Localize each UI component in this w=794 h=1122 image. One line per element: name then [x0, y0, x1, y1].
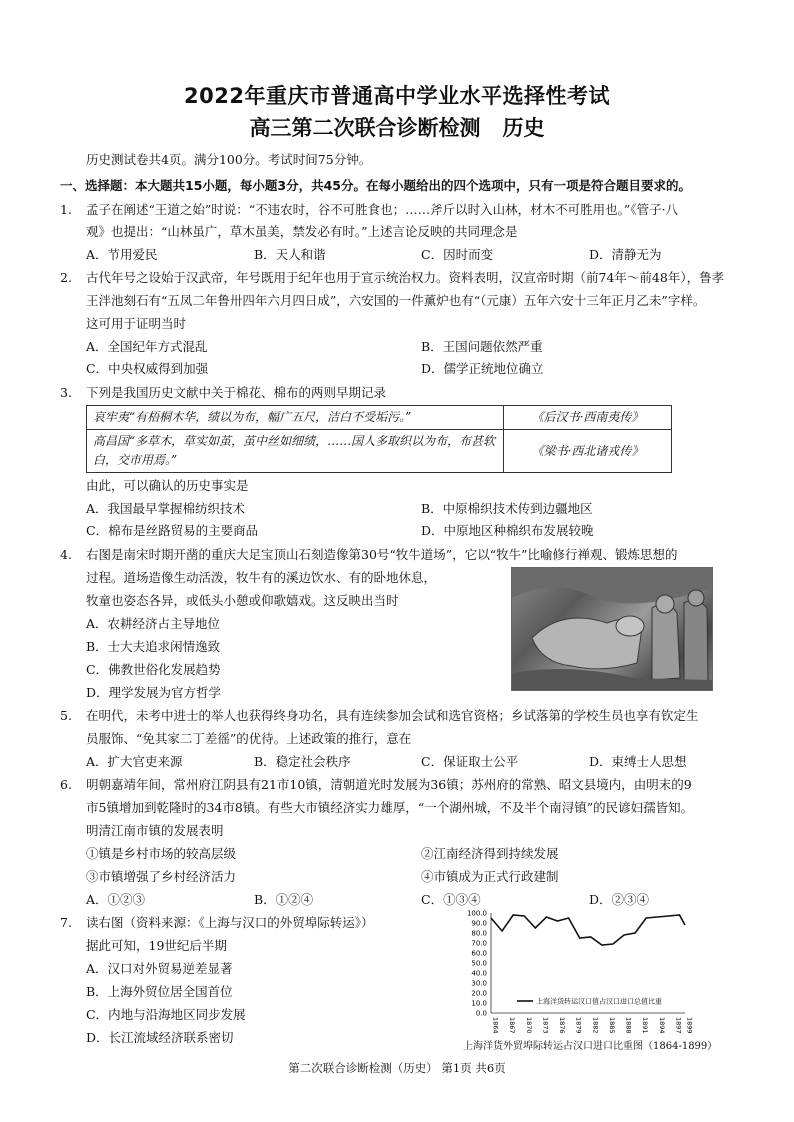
section-heading: 一、选择题：本大题共15小题，每小题3分，共45分。在每小题给出的四个选项中，只有一项是符合题目要求的。	[60, 178, 691, 193]
q6-line-1: 明朝嘉靖年间，常州府江阴县有21市10镇，清朝道光时发展为36镇；苏州府的常熟、昭文县境内，由明末的9	[86, 777, 692, 792]
record-text: 高昌国“多草木，草实如茧，茧中丝如细绩，……国人多取织以为布，布甚软白，交市用焉。”	[87, 430, 504, 473]
q5-option-d[interactable]: D．束缚士人思想	[589, 754, 687, 769]
q6-item-4: ④市镇成为正式行政建制	[421, 869, 559, 884]
x-tick-label: 1870	[524, 1017, 533, 1034]
x-tick-label: 1882	[591, 1017, 600, 1034]
q6-option-c[interactable]: C．①③④	[421, 892, 481, 907]
q6-number: 6.	[60, 777, 72, 792]
exam-subtitle: 高三第二次联合诊断检测 历史	[249, 116, 545, 140]
q2-line-2: 王泮池刻石有“五凤二年鲁卅四年六月四日成”，六安国的一件薰炉也有“（元康）五年六安十三年正月乙未”字样。	[86, 293, 706, 308]
q6-item-1: ①镇是乡村市场的较高层级	[86, 846, 237, 861]
x-tick-label: 1864	[491, 1017, 500, 1034]
q1-option-b[interactable]: B．天人和谐	[254, 247, 326, 262]
q7-line-1: 读右图（资料来源：《上海与汉口的外贸埠际转运》）	[86, 915, 374, 930]
q5-line-1: 在明代，未考中进士的举人也获得终身功名，具有连续参加会试和选官资格；乡试落第的学校生员也享有钦定生	[86, 708, 699, 723]
q7-option-a[interactable]: A．汉口对外贸易逆差显著	[86, 961, 233, 976]
q6-line-3: 明清江南市镇的发展表明	[86, 823, 224, 838]
table-row	[87, 430, 672, 473]
x-tick-label: 1894	[657, 1017, 666, 1034]
q2-option-a[interactable]: A．全国纪年方式混乱	[86, 339, 208, 354]
rock-carving-photo	[511, 567, 713, 691]
import-ratio-chart	[455, 905, 725, 1055]
q1-option-a[interactable]: A．节用爱民	[86, 247, 158, 262]
x-tick-label: 1879	[574, 1017, 583, 1034]
q7-line-2: 据此可知，19世纪后半期	[86, 938, 227, 953]
q6-line-2: 市5镇增加到乾隆时的34市8镇。有些大市镇经济实力雄厚，“一个湖州城，不及半个南浔镇”的民谚妇孺皆知。	[86, 800, 694, 815]
y-tick-label: 50.0	[471, 959, 487, 968]
q2-line-3: 这可用于证明当时	[86, 316, 187, 331]
y-tick-label: 20.0	[471, 989, 487, 998]
y-tick-label: 40.0	[471, 969, 487, 978]
q3-option-c[interactable]: C．棉布是丝路贸易的主要商品	[86, 523, 259, 538]
q6-option-d[interactable]: D．②③④	[589, 892, 650, 907]
q3-line-2: 由此，可以确认的历史事实是	[86, 478, 249, 493]
y-tick-label: 30.0	[471, 979, 487, 988]
y-axis	[467, 910, 487, 1018]
q7-option-c[interactable]: C．内地与沿海地区同步发展	[86, 1007, 246, 1022]
intro-text: 历史测试卷共4页。满分100分。考试时间75分钟。	[86, 152, 372, 167]
q5-option-a[interactable]: A．扩大官吏来源	[86, 754, 183, 769]
q1-line-2: 观》也提出：“山林虽广，草木虽美，禁发必有时。”上述言论反映的共同理念是	[86, 224, 518, 239]
legend-label: 上海洋货转运汉口值占汉口进口总值比重	[536, 997, 662, 1006]
q3-records-table	[86, 405, 672, 473]
record-source: 《后汉书·西南夷传》	[504, 406, 672, 430]
q6-option-b[interactable]: B．①②④	[254, 892, 314, 907]
q5-option-c[interactable]: C．保证取士公平	[421, 754, 519, 769]
q3-number: 3.	[60, 385, 72, 400]
q5-number: 5.	[60, 708, 72, 723]
q2-line-1: 古代年号之设始于汉武帝，年号既用于纪年也用于宣示统治权力。资料表明，汉宣帝时期（前74年～前48年），鲁孝	[86, 270, 725, 285]
q1-option-d[interactable]: D．清静无为	[589, 247, 662, 262]
y-tick-label: 60.0	[471, 949, 487, 958]
series-line	[491, 915, 685, 945]
y-tick-label: 10.0	[471, 999, 487, 1008]
x-tick-label: 1876	[558, 1017, 567, 1034]
q1-option-c[interactable]: C．因时而变	[421, 247, 494, 262]
exam-title: 2022年重庆市普通高中学业水平选择性考试	[184, 84, 610, 108]
x-tick-label: 1885	[607, 1017, 616, 1034]
q7-option-d[interactable]: D．长江流域经济联系密切	[86, 1030, 234, 1045]
q2-option-d[interactable]: D．儒学正统地位确立	[421, 361, 544, 376]
q6-item-3: ③市镇增强了乡村经济活力	[86, 869, 237, 884]
x-tick-label: 1867	[508, 1017, 517, 1034]
q4-option-d[interactable]: D．理学发展为官方哲学	[86, 685, 222, 700]
q3-option-d[interactable]: D．中原地区种棉织布发展较晚	[421, 523, 594, 538]
x-axis	[492, 1017, 694, 1034]
q1-number: 1.	[60, 202, 72, 217]
x-tick-label: 1888	[624, 1017, 633, 1034]
q3-line-1: 下列是我国历史文献中关于棉花、棉布的两则早期记录	[86, 385, 387, 400]
x-tick-label: 1873	[541, 1017, 550, 1034]
table-row	[87, 406, 672, 430]
x-tick-label: 1899	[685, 1017, 694, 1034]
y-tick-label: 90.0	[471, 919, 487, 928]
q4-number: 4.	[60, 547, 72, 562]
carving-illustration	[512, 568, 712, 690]
q3-option-a[interactable]: A．我国最早掌握棉纺织技术	[86, 501, 246, 516]
q4-line-2: 过程。道场造像生动活泼，牧牛有的溪边饮水、有的卧地休息，	[86, 570, 437, 585]
y-tick-label: 70.0	[471, 939, 487, 948]
q4-option-b[interactable]: B．士大夫追求闲情逸致	[86, 639, 221, 654]
q4-option-c[interactable]: C．佛教世俗化发展趋势	[86, 662, 221, 677]
page-footer: 第二次联合诊断检测（历史） 第1页 共6页	[288, 1061, 506, 1075]
chart-caption: 上海洋货外贸埠际转运占汉口进口比重图（1864-1899）	[463, 1041, 718, 1052]
q4-line-1: 右图是南宋时期开凿的重庆大足宝顶山石刻造像第30号“牧牛道场”，它以“牧牛”比喻修行禅观、锻炼思想的	[86, 547, 678, 562]
q1-line-1: 孟子在阐述“王道之始”时说：“不违农时，谷不可胜食也；……斧斤以时入山林，材木不可胜用也。”《管子·八	[86, 202, 679, 217]
q6-item-2: ②江南经济得到持续发展	[421, 846, 559, 861]
q6-option-a[interactable]: A．①②③	[86, 892, 146, 907]
q4-option-a[interactable]: A．农耕经济占主导地位	[86, 616, 221, 631]
y-tick-label: 100.0	[466, 909, 487, 918]
record-text: 哀牢夷“有梧桐木华，绩以为布，幅广五尺，洁白不受垢污。”	[87, 406, 504, 430]
x-tick-label: 1891	[641, 1017, 650, 1034]
q2-number: 2.	[60, 270, 72, 285]
q5-line-2: 员服饰、“免其家二丁差徭”的优待。上述政策的推行，意在	[86, 731, 412, 746]
q7-number: 7.	[60, 915, 72, 930]
q2-option-b[interactable]: B．王国问题依然严重	[421, 339, 543, 354]
record-source: 《梁书·西北诸戎传》	[504, 430, 672, 473]
x-tick-label: 1897	[674, 1017, 683, 1034]
y-tick-label: 0.0	[475, 1009, 487, 1018]
y-tick-label: 80.0	[471, 929, 487, 938]
q3-option-b[interactable]: B．中原棉织技术传到边疆地区	[421, 501, 593, 516]
q4-line-3: 牧童也姿态各异，或低头小憩或仰歌嬉戏。这反映出当时	[86, 593, 399, 608]
q2-option-c[interactable]: C．中央权威得到加强	[86, 361, 209, 376]
q5-option-b[interactable]: B．稳定社会秩序	[254, 754, 351, 769]
q7-option-b[interactable]: B．上海外贸位居全国首位	[86, 984, 233, 999]
